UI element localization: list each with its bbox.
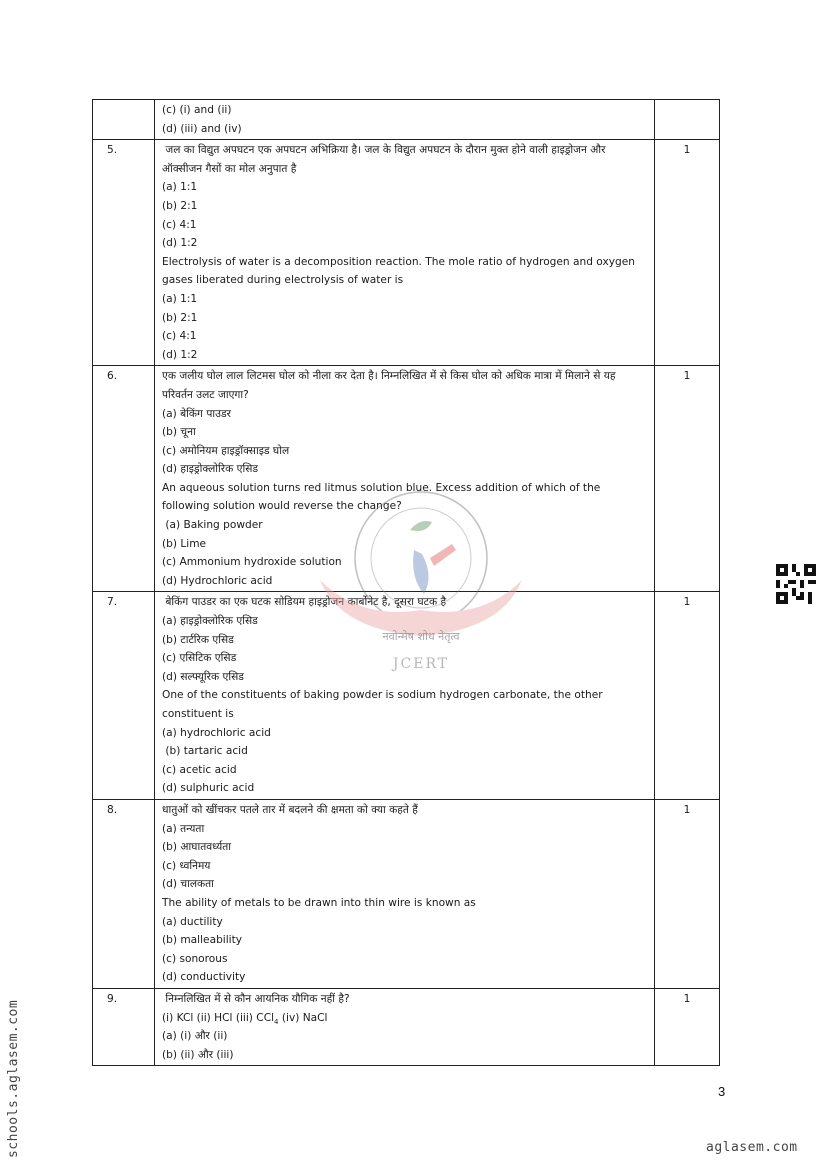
- option-line: (d) conductivity: [162, 971, 246, 984]
- option-line: (c) acetic acid: [162, 763, 237, 776]
- option-line: (a) बेकिंग पाउडर: [162, 407, 231, 420]
- question-line: निम्नलिखित में से कौन आयनिक यौगिक नहीं है?: [162, 992, 350, 1005]
- option-line: (d) (iii) and (iv): [162, 122, 242, 135]
- compound-list-line: [162, 1009, 648, 1028]
- option-line: (b) Lime: [162, 537, 207, 550]
- option-line: (a) तन्यता: [162, 822, 205, 835]
- question-row: [93, 799, 720, 988]
- question-text: [155, 140, 655, 366]
- option-line: (c) 4:1: [162, 330, 197, 343]
- question-line: बेकिंग पाउडर का एक घटक सोडियम हाइड्रोजन कार्बोनेट है, दूसरा घटक है: [162, 596, 447, 609]
- footer-url: aglasem.com: [706, 1140, 798, 1155]
- option-line: (a) ductility: [162, 915, 223, 928]
- question-row: [93, 988, 720, 1065]
- question-line: एक जलीय घोल लाल लिटमस घोल को नीला कर देता है। निम्नलिखित में से किस घोल को अधिक मात्रा में मिलाने से यह परिवर्तन उलट जाएगा?: [162, 370, 619, 401]
- question-marks: 1: [655, 592, 720, 800]
- option-line: (d) 1:2: [162, 348, 198, 361]
- question-line: Electrolysis of water is a decomposition reaction. The mole ratio of hydrogen and oxygen gases liberated during electrolysis of water is: [162, 255, 639, 287]
- page-number: 3: [718, 1084, 726, 1099]
- question-marks: [655, 100, 720, 140]
- option-line: (c) ध्वनिमय: [162, 859, 211, 872]
- option-line: (d) चालकता: [162, 878, 214, 891]
- question-marks: 1: [655, 140, 720, 366]
- subscript-four: 4: [274, 1017, 279, 1026]
- option-line: (a) Baking powder: [162, 519, 263, 532]
- option-line: (b) (ii) और (iii): [162, 1048, 234, 1061]
- question-table: [92, 99, 720, 1066]
- qr-code-icon: [776, 564, 816, 604]
- option-line: (b) malleability: [162, 934, 243, 947]
- compound-list-start: (i) KCl (ii) HCl (iii) CCl: [162, 1011, 275, 1024]
- question-text: [155, 366, 655, 592]
- question-number: 7.: [93, 592, 155, 800]
- option-line: (d) Hydrochloric acid: [162, 574, 273, 587]
- question-number: 6.: [93, 366, 155, 592]
- option-line: (b) टार्टरिक एसिड: [162, 633, 234, 646]
- option-line: (c) Ammonium hydroxide solution: [162, 556, 342, 569]
- option-line: (b) tartaric acid: [162, 745, 248, 758]
- option-line: (d) sulphuric acid: [162, 782, 255, 795]
- option-line: (b) चूना: [162, 426, 196, 439]
- question-text: [155, 100, 655, 140]
- option-line: (d) 1:2: [162, 237, 198, 250]
- option-line: (a) 1:1: [162, 292, 198, 305]
- question-number: 9.: [93, 988, 155, 1065]
- side-watermark-url: schools.aglasem.com: [6, 999, 21, 1158]
- option-line: (a) हाइड्रोक्लोरिक एसिड: [162, 615, 258, 628]
- question-row: [93, 100, 720, 140]
- question-row: [93, 366, 720, 592]
- question-row: [93, 140, 720, 366]
- option-line: (c) sonorous: [162, 952, 228, 965]
- question-marks: 1: [655, 988, 720, 1065]
- option-line: (d) सल्फ्यूरिक एसिड: [162, 670, 244, 683]
- question-text: [155, 799, 655, 988]
- question-text: [155, 592, 655, 800]
- option-line: (d) हाइड्रोक्लोरिक एसिड: [162, 463, 259, 476]
- option-line: (c) 4:1: [162, 218, 197, 231]
- option-line: (b) आघातवर्ध्यता: [162, 841, 232, 854]
- question-line: जल का विद्युत अपघटन एक अपघटन अभिक्रिया है। जल के विद्युत अपघटन के दौरान मुक्त होने वाली हाइड्रोजन और ऑक्सीजन गैसों का मोल अनुपात है: [162, 144, 609, 175]
- option-line: (c) एसिटिक एसिड: [162, 652, 237, 665]
- option-line: (c) अमोनियम हाइड्रॉक्साइड घोल: [162, 444, 290, 457]
- option-line: (c) (i) and (ii): [162, 104, 232, 116]
- question-row: [93, 592, 720, 800]
- option-line: (a) 1:1: [162, 181, 198, 194]
- question-line: धातुओं को खींचकर पतले तार में बदलने की क्षमता को क्या कहते हैं: [162, 803, 418, 816]
- option-line: (a) hydrochloric acid: [162, 726, 271, 739]
- option-line: (b) 2:1: [162, 311, 198, 324]
- compound-list-end: (iv) NaCl: [278, 1011, 328, 1024]
- question-line: An aqueous solution turns red litmus solution blue. Excess addition of which of the following solution would reverse the change?: [162, 481, 604, 513]
- watermark-name: JCERT: [392, 656, 450, 672]
- question-text: [155, 988, 655, 1065]
- option-line: (a) (i) और (ii): [162, 1030, 228, 1043]
- question-line: One of the constituents of baking powder is sodium hydrogen carbonate, the other constituent is: [162, 689, 606, 720]
- question-number: [93, 100, 155, 140]
- question-line: The ability of metals to be drawn into thin wire is known as: [162, 896, 476, 909]
- watermark-motto: नवोन्मेष शोध नेतृत्व: [382, 630, 460, 643]
- question-marks: 1: [655, 799, 720, 988]
- option-line: (b) 2:1: [162, 199, 198, 212]
- question-number: 8.: [93, 799, 155, 988]
- question-number: 5.: [93, 140, 155, 366]
- question-marks: 1: [655, 366, 720, 592]
